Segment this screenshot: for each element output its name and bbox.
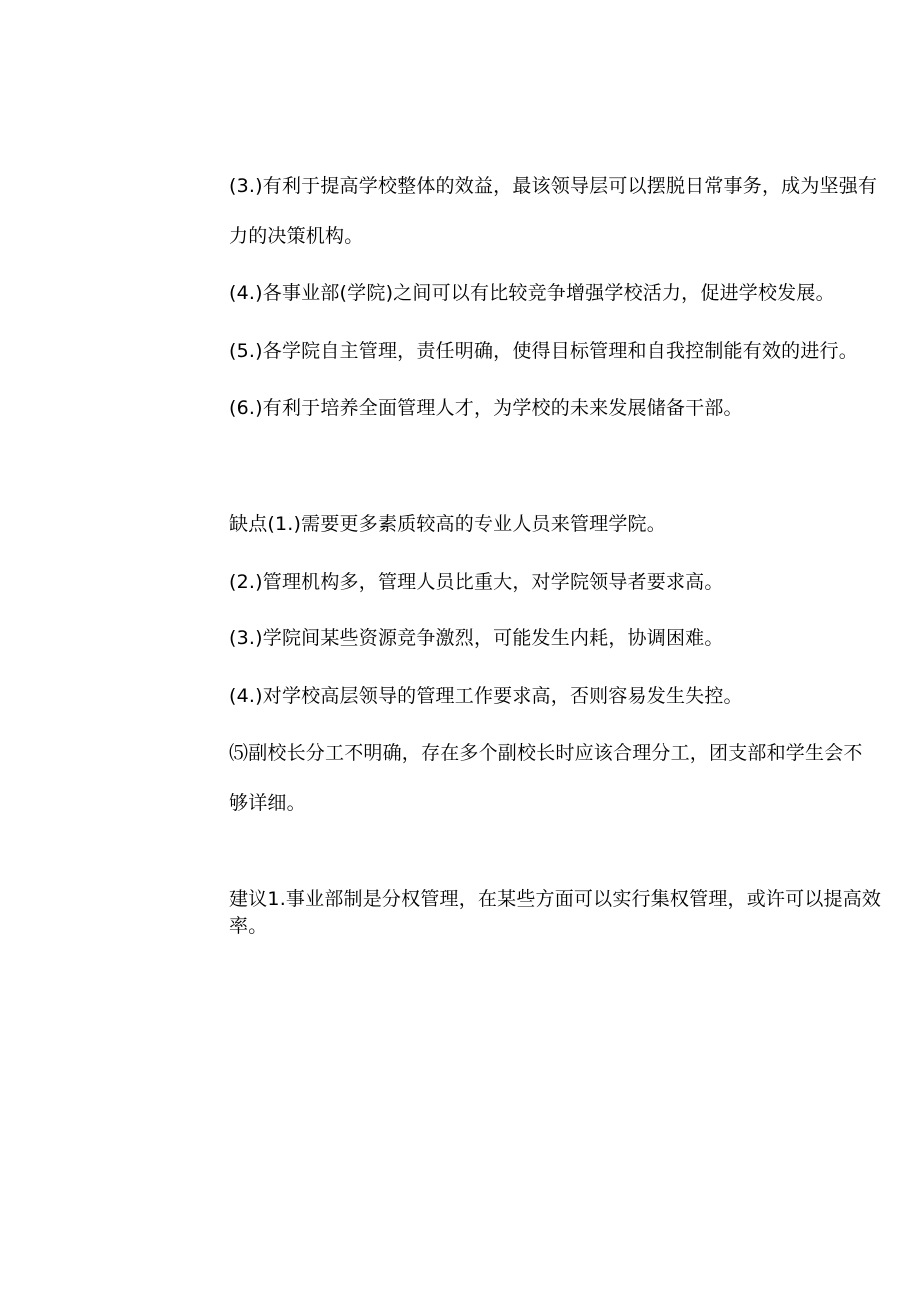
advantage-item-6: (6.)有利于培养全面管理人才，为学校的未来发展储备干部。 bbox=[229, 397, 743, 419]
suggestion-item-1-line-2: 率。 bbox=[229, 915, 268, 937]
disadvantage-item-3: (3.)学院间某些资源竞争激烈，可能发生内耗，协调困难。 bbox=[229, 627, 724, 649]
suggestion-item-1-line-1: 建议1.事业部制是分权管理，在某些方面可以实行集权管理，或许可以提高效 bbox=[229, 888, 882, 910]
disadvantage-item-4: (4.)对学校高层领导的管理工作要求高，否则容易发生失控。 bbox=[229, 685, 743, 707]
disadvantage-item-5-line-1: ⑸副校长分工不明确，存在多个副校长时应该合理分工，团支部和学生会不 bbox=[229, 742, 863, 764]
advantage-item-3-line-1: (3.)有利于提高学校整体的效益，最该领导层可以摆脱日常事务，成为坚强有 bbox=[229, 175, 878, 197]
disadvantage-item-1: 缺点(1.)需要更多素质较高的专业人员来管理学院。 bbox=[229, 513, 666, 535]
advantage-item-4: (4.)各事业部(学院)之间可以有比较竞争增强学校活力，促进学校发展。 bbox=[229, 282, 835, 304]
advantage-item-5: (5.)各学院自主管理，责任明确，使得目标管理和自我控制能有效的进行。 bbox=[229, 340, 858, 362]
disadvantage-item-5-line-2: 够详细。 bbox=[229, 792, 306, 814]
disadvantage-item-2: (2.)管理机构多，管理人员比重大，对学院领导者要求高。 bbox=[229, 571, 724, 593]
advantage-item-3-line-2: 力的决策机构。 bbox=[229, 225, 364, 247]
